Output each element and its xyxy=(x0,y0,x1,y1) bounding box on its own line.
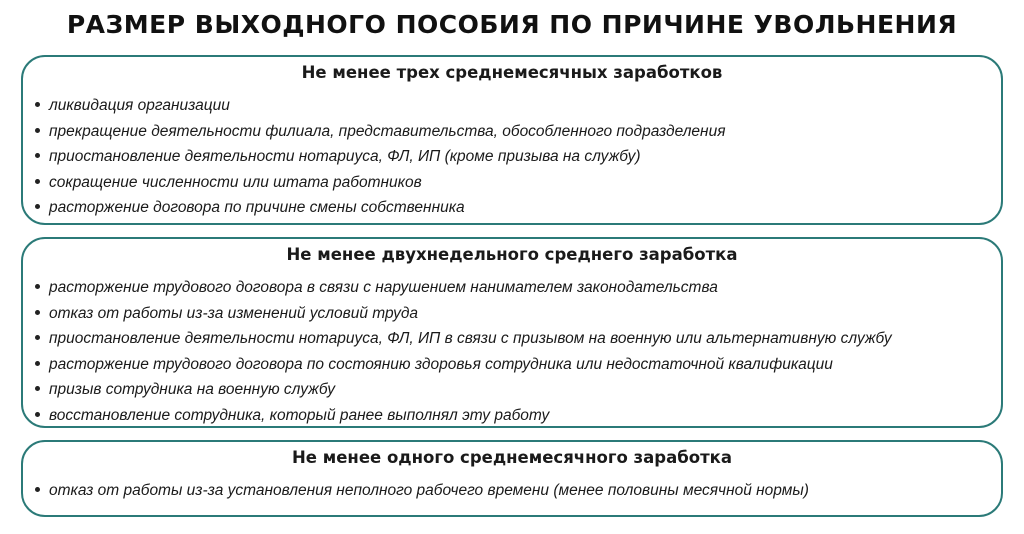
reason-list xyxy=(35,93,997,221)
reason-list xyxy=(35,478,997,504)
bullet-icon xyxy=(35,153,40,158)
list-item xyxy=(35,478,997,504)
reason-list xyxy=(35,275,997,428)
list-item-text: ликвидация организации xyxy=(49,97,230,114)
list-item xyxy=(35,403,997,429)
list-item-text: прекращение деятельности филиала, представительства, обособленного подразделения xyxy=(49,122,726,140)
bullet-icon xyxy=(35,284,40,289)
bullet-icon xyxy=(35,310,40,315)
list-item xyxy=(35,170,997,196)
list-item-text: расторжение трудового договора в связи с нарушением нанимателем законодательства xyxy=(49,279,718,296)
list-item xyxy=(35,93,997,119)
list-item xyxy=(35,377,997,403)
list-item-text: восстановление сотрудника, который ранее выполнял эту работу xyxy=(49,406,550,424)
bullet-icon xyxy=(35,386,40,391)
list-item-text: расторжение трудового договора по состоянию здоровья сотрудника или недостаточной квалификации xyxy=(49,355,833,373)
list-item xyxy=(35,352,997,378)
list-item-text: отказ от работы из-за изменений условий труда xyxy=(49,304,419,322)
bullet-icon xyxy=(35,335,40,340)
section-three-monthly-earnings xyxy=(21,55,1003,225)
bullet-icon xyxy=(35,179,40,184)
list-item xyxy=(35,326,997,352)
list-item-text: приостановление деятельности нотариуса, ФЛ, ИП (кроме призыва на службу) xyxy=(49,148,641,165)
bullet-icon xyxy=(35,204,40,209)
list-item xyxy=(35,275,997,301)
page-title: РАЗМЕР ВЫХОДНОГО ПОСОБИЯ ПО ПРИЧИНЕ УВОЛЬНЕНИЯ xyxy=(66,10,958,39)
section-title: Не менее трех среднемесячных заработков xyxy=(301,63,723,82)
list-item xyxy=(35,301,997,327)
section-title: Не менее одного среднемесячного заработка xyxy=(292,448,732,467)
bullet-icon xyxy=(35,128,40,133)
list-item-text: сокращение численности или штата работников xyxy=(49,173,422,191)
list-item xyxy=(35,144,997,170)
bullet-icon xyxy=(35,102,40,107)
bullet-icon xyxy=(35,412,40,417)
section-one-monthly-earnings xyxy=(21,440,1003,517)
list-item-text: призыв сотрудника на военную службу xyxy=(49,381,335,398)
section-two-week-earnings xyxy=(21,237,1003,428)
bullet-icon xyxy=(35,361,40,366)
list-item xyxy=(35,119,997,145)
list-item xyxy=(35,195,997,221)
list-item-text: приостановление деятельности нотариуса, ФЛ, ИП в связи с призывом на военную или альтернативную службу xyxy=(49,330,892,347)
list-item-text: расторжение договора по причине смены собственника xyxy=(49,199,465,216)
section-title: Не менее двухнедельного среднего заработка xyxy=(286,245,738,264)
bullet-icon xyxy=(35,487,40,492)
list-item-text: отказ от работы из-за установления неполного рабочего времени (менее половины месячной нормы) xyxy=(49,482,809,499)
